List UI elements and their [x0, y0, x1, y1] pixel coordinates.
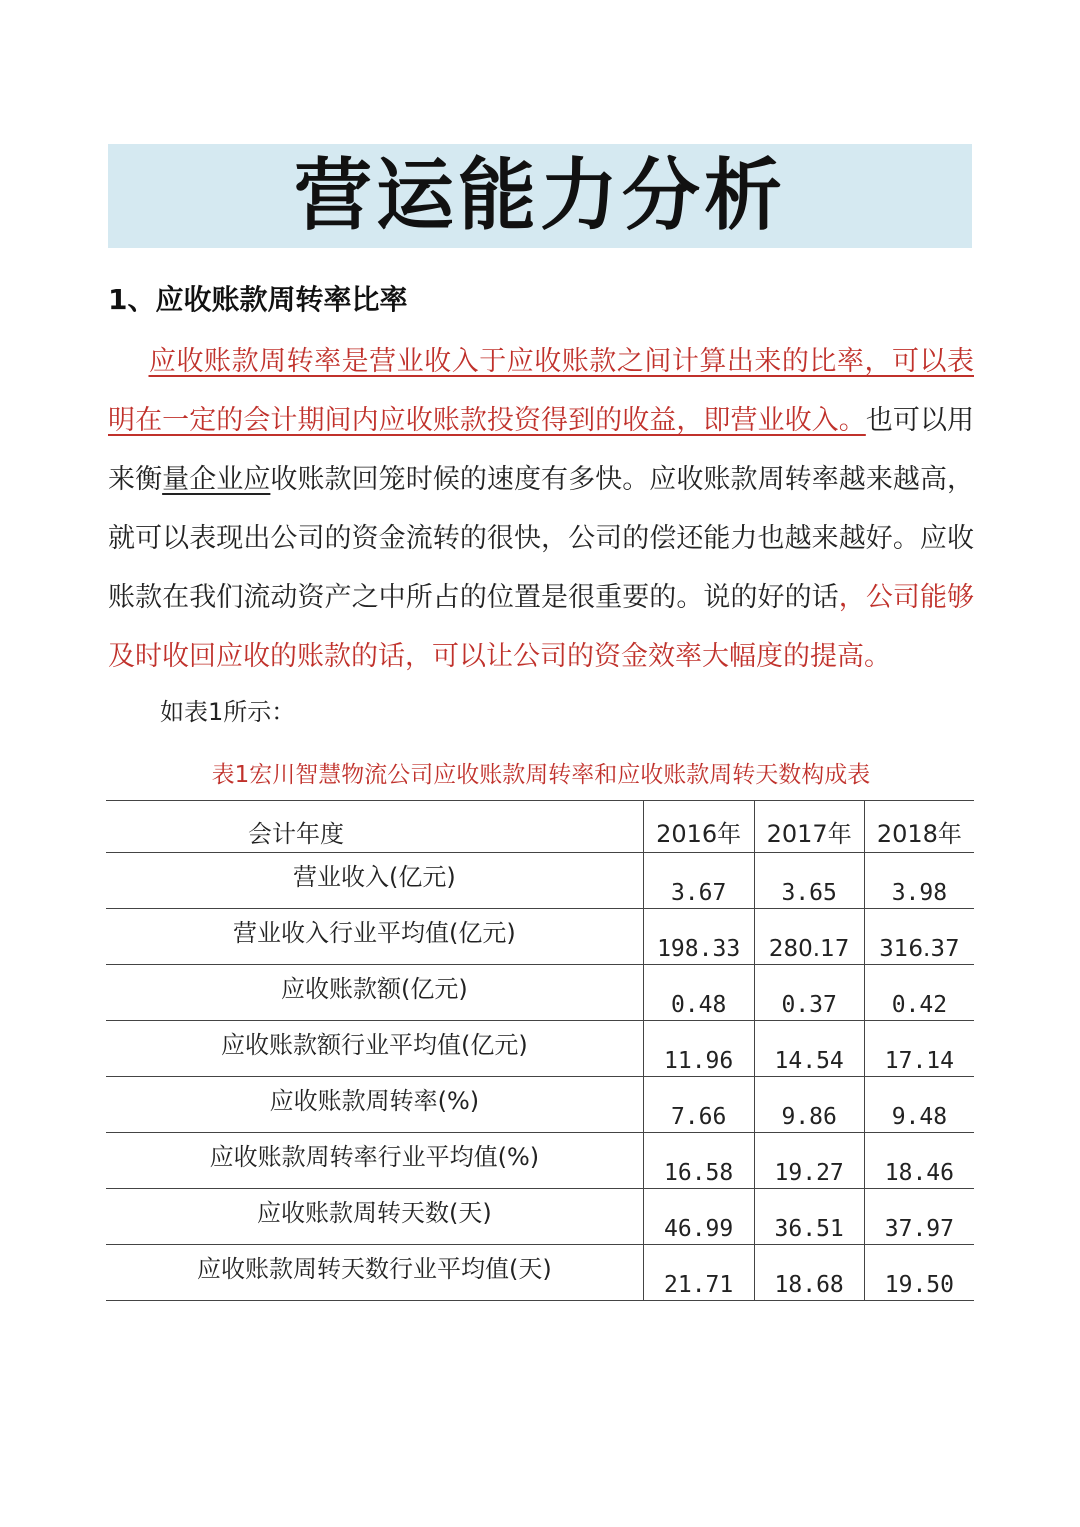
table-row — [106, 1189, 974, 1245]
cell-value: 14.54 — [754, 1021, 864, 1077]
row-label: 应收账款周转天数行业平均值(天) — [196, 1255, 552, 1283]
table-header-row — [106, 801, 974, 853]
cell-value: 19.27 — [754, 1133, 864, 1189]
row-label: 应收账款周转率(%) — [269, 1087, 480, 1115]
paragraph-text-2: 收账款回笼时候的速度有多快。应收账款周转率越来越高，就可以表现出公司的资金流转的很快，公司的偿还能力也越来越好。应收账款在我们流动资产之中所占的位置是很重要的。说的好的话 — [108, 464, 975, 613]
table-row — [106, 1021, 974, 1077]
cell-value: 280.17 — [754, 909, 864, 965]
page-title: 营运能力分析 — [293, 151, 786, 241]
cell-value: 0.48 — [643, 965, 754, 1021]
table-row — [106, 909, 974, 965]
cell-value: 0.37 — [754, 965, 864, 1021]
cell-value: 9.86 — [754, 1077, 864, 1133]
cell-value: 9.48 — [864, 1077, 974, 1133]
cell-value: 3.98 — [864, 853, 974, 909]
cell-value: 16.58 — [643, 1133, 754, 1189]
section-heading: 1、应收账款周转率比率 — [108, 283, 408, 316]
table-row — [106, 1245, 974, 1301]
cell-value: 3.65 — [754, 853, 864, 909]
cell-value: 3.67 — [643, 853, 754, 909]
underlined-text: 量企业应 — [162, 464, 271, 495]
cell-value: 17.14 — [864, 1021, 974, 1077]
paragraph-text-1: 也可以用来衡 — [108, 405, 975, 495]
red-emphasis-text: ，公司能够及时收回应收的账款的话，可以让公司的资金效率大幅度的提高。 — [108, 582, 975, 672]
title-banner — [108, 144, 972, 248]
table-row — [106, 965, 974, 1021]
header-year: 2018年 — [864, 801, 974, 853]
cell-value: 37.97 — [864, 1189, 974, 1245]
table-caption: 表1宏川智慧物流公司应收账款周转率和应收账款周转天数构成表 — [211, 762, 871, 788]
data-table — [106, 800, 974, 1301]
table-row — [106, 1133, 974, 1189]
row-label: 营业收入行业平均值(亿元) — [232, 919, 516, 947]
cell-value: 11.96 — [643, 1021, 754, 1077]
row-label: 应收账款额(亿元) — [280, 975, 468, 1003]
table-row — [106, 1077, 974, 1133]
cell-value: 7.66 — [643, 1077, 754, 1133]
header-year: 2017年 — [754, 801, 864, 853]
cell-value: 18.68 — [754, 1245, 864, 1301]
cell-value: 36.51 — [754, 1189, 864, 1245]
red-underlined-text: 应收账款周转率是营业收入于应收账款之间计算出来的比率，可以表明在一定的会计期间内应收账款投资得到的收益，即营业收入。 — [108, 346, 974, 436]
cell-value: 18.46 — [864, 1133, 974, 1189]
cell-value: 21.71 — [643, 1245, 754, 1301]
cell-value: 198.33 — [643, 909, 754, 965]
body-paragraph — [108, 332, 974, 686]
header-label: 会计年度 — [248, 820, 344, 848]
table-row — [106, 853, 974, 909]
cell-value: 316.37 — [864, 909, 974, 965]
row-label: 营业收入(亿元) — [292, 863, 456, 891]
cell-value: 46.99 — [643, 1189, 754, 1245]
header-year: 2016年 — [643, 801, 754, 853]
table-reference: 如表1所示： — [160, 698, 296, 726]
cell-value: 0.42 — [864, 965, 974, 1021]
row-label: 应收账款周转天数(天) — [256, 1199, 492, 1227]
cell-value: 19.50 — [864, 1245, 974, 1301]
row-label: 应收账款周转率行业平均值(%) — [209, 1143, 540, 1171]
row-label: 应收账款额行业平均值(亿元) — [220, 1031, 528, 1059]
